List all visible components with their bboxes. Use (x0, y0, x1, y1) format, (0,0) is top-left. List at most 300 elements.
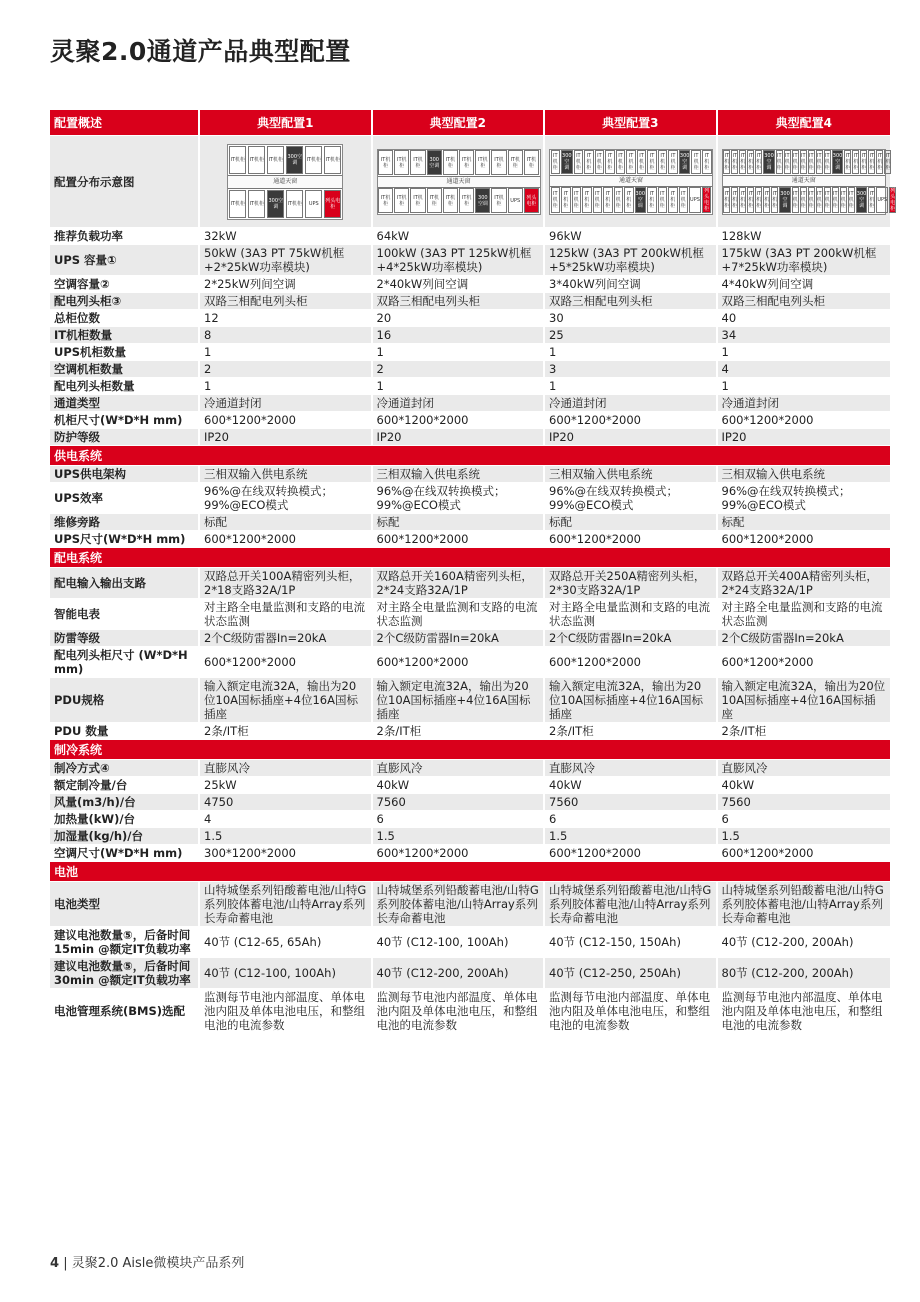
it-cabinet: IT机柜 (459, 150, 474, 175)
it-cabinet: IT机柜 (626, 150, 636, 174)
row-label: 加热量(kW)/台 (50, 811, 200, 828)
it-cabinet: IT机柜 (816, 187, 823, 213)
it-cabinet: IT机柜 (584, 150, 594, 174)
ac-cabinet: 300空调 (427, 150, 442, 175)
table-row (50, 777, 890, 794)
section-title: 供电系统 (50, 446, 890, 466)
it-cabinet: IT机柜 (561, 187, 571, 213)
it-cabinet: IT机柜 (229, 146, 246, 174)
it-cabinet: IT机柜 (691, 150, 701, 174)
it-cabinet: IT机柜 (771, 187, 778, 213)
it-cabinet: IT机柜 (848, 187, 855, 213)
cell-config-2: 2条/IT柜 (373, 723, 546, 740)
header-config-2: 典型配置2 (373, 110, 546, 136)
page-title: 灵聚2.0通道产品典型配置 (50, 37, 351, 66)
row-label: 空调机柜数量 (50, 361, 200, 378)
it-cabinet: IT机柜 (747, 150, 754, 174)
cell-config-3: 山特城堡系列铅酸蓄电池/山特G系列胶体蓄电池/山特Array系列长寿命蓄电池 (545, 882, 718, 927)
footer-text: 灵聚2.0 Aisle微模块产品系列 (71, 1256, 245, 1271)
cell-config-1: 2 (200, 361, 373, 378)
it-cabinet: IT机柜 (459, 188, 474, 213)
cell-config-2: 40kW (373, 777, 546, 794)
cell-config-1: 1.5 (200, 828, 373, 845)
cabinet-row (228, 145, 342, 175)
cell-config-4: 4*40kW列间空调 (718, 276, 891, 293)
it-cabinet: IT机柜 (624, 187, 634, 213)
it-cabinet: IT机柜 (616, 150, 626, 174)
ac-cabinet: 300空调 (561, 150, 573, 174)
table-row (50, 599, 890, 630)
layout-diagram (722, 149, 896, 215)
ups-cabinet: UPS (508, 188, 523, 213)
row-label: 配置分布示意图 (50, 136, 200, 228)
cell-config-1: IP20 (200, 429, 373, 446)
cell-config-4: 40节 (C12-200, 200Ah) (718, 927, 891, 958)
it-cabinet: IT机柜 (248, 190, 265, 218)
cell-config-1: 2条/IT柜 (200, 723, 373, 740)
it-cabinet: IT机柜 (647, 150, 657, 174)
row-label: 空调尺寸(W*D*H mm) (50, 845, 200, 862)
row-label: 智能电表 (50, 599, 200, 630)
it-cabinet: IT机柜 (747, 187, 754, 213)
it-cabinet: IT机柜 (658, 187, 668, 213)
row-label: IT机柜数量 (50, 327, 200, 344)
cell-config-3: 1 (545, 378, 718, 395)
aisle-skylight: 通道天窗 (378, 176, 540, 188)
it-cabinet: IT机柜 (800, 187, 807, 213)
cell-config-1: 40节 (C12-100, 100Ah) (200, 958, 373, 989)
pdu-cabinet: 列头电柜 (890, 188, 896, 212)
cell-config-2: 监测每节电池内部温度、单体电池内阻及单体电池电压，和整组电池的电流参数 (373, 989, 546, 1034)
ac-cabinet: 300空调 (635, 187, 647, 213)
it-cabinet: IT机柜 (267, 146, 284, 174)
row-label: UPS尺寸(W*D*H mm) (50, 531, 200, 548)
section-header-row (50, 548, 890, 568)
it-cabinet: IT机柜 (410, 150, 425, 175)
cell-config-4: 128kW (718, 228, 891, 245)
table-row (50, 568, 890, 599)
cell-config-4: 对主路全电量监测和支路的电流状态监测 (718, 599, 891, 630)
cell-config-3: 双路总开关250A精密列头柜，2*30支路32A/1P (545, 568, 718, 599)
row-label: UPS机柜数量 (50, 344, 200, 361)
cell-config-2: 100kW (3A3 PT 125kW机框+4*25kW功率模块) (373, 245, 546, 276)
it-cabinet: IT机柜 (595, 150, 605, 174)
it-cabinet: IT机柜 (852, 150, 859, 174)
table-row (50, 678, 890, 723)
cell-config-1: 25kW (200, 777, 373, 794)
it-cabinet: IT机柜 (792, 187, 799, 213)
cell-config-1: 4 (200, 811, 373, 828)
cell-config-1: 标配 (200, 514, 373, 531)
cell-config-4: 7560 (718, 794, 891, 811)
cell-config-1: 直膨风冷 (200, 760, 373, 777)
cell-config-1: 对主路全电量监测和支路的电流状态监测 (200, 599, 373, 630)
table-row (50, 310, 890, 327)
cell-config-2: 1 (373, 344, 546, 361)
cell-config-2: 标配 (373, 514, 546, 531)
it-cabinet: IT机柜 (876, 150, 883, 174)
row-label: 防护等级 (50, 429, 200, 446)
table-row (50, 228, 890, 245)
cell-config-3: 40节 (C12-150, 150Ah) (545, 927, 718, 958)
cell-config-3: 40节 (C12-250, 250Ah) (545, 958, 718, 989)
cell-config-1: 600*1200*2000 (200, 531, 373, 548)
table-row (50, 429, 890, 446)
cell-config-4: 600*1200*2000 (718, 647, 891, 678)
cell-config-4: 4 (718, 361, 891, 378)
cell-config-4: 40kW (718, 777, 891, 794)
row-label: PDU 数量 (50, 723, 200, 740)
it-cabinet: IT机柜 (378, 188, 393, 213)
cell-config-3: 7560 (545, 794, 718, 811)
row-label: UPS 容量① (50, 245, 200, 276)
cell-config-4: 冷通道封闭 (718, 395, 891, 412)
table-row (50, 794, 890, 811)
cabinet-row (228, 189, 342, 219)
cell-config-1: 三相双输入供电系统 (200, 466, 373, 483)
it-cabinet: IT机柜 (763, 187, 770, 213)
row-label: 推荐负载功率 (50, 228, 200, 245)
ups-cabinet: UPS (305, 190, 322, 218)
cell-config-2: 600*1200*2000 (373, 412, 546, 429)
it-cabinet: IT机柜 (475, 150, 490, 175)
row-label: 配电输入输出支路 (50, 568, 200, 599)
row-label: 制冷方式④ (50, 760, 200, 777)
cell-config-4: 双路三相配电列头柜 (718, 293, 891, 310)
row-label: 建议电池数量⑤，后备时间30min @额定IT负载功率 (50, 958, 200, 989)
layout-diagram (549, 149, 713, 215)
table-row (50, 723, 890, 740)
row-label: 空调容量② (50, 276, 200, 293)
cell-config-3: 1 (545, 344, 718, 361)
table-header-row (50, 110, 890, 136)
cell-config-4: 标配 (718, 514, 891, 531)
table-row (50, 958, 890, 989)
cell-config-2: 6 (373, 811, 546, 828)
cell-config-4: 输入额定电流32A，输出为20位10A国标插座+4位16A国标插座 (718, 678, 891, 723)
row-label: 通道类型 (50, 395, 200, 412)
table-row (50, 327, 890, 344)
layout-diagram-row (50, 136, 890, 228)
table-row (50, 828, 890, 845)
cell-config-1: 1 (200, 378, 373, 395)
aisle-skylight: 通道天窗 (228, 175, 342, 189)
row-label: UPS效率 (50, 483, 200, 514)
layout-diagram-1 (200, 136, 373, 228)
cell-config-3: 冷通道封闭 (545, 395, 718, 412)
cell-config-4: 80节 (C12-200, 200Ah) (718, 958, 891, 989)
cell-config-4: 1.5 (718, 828, 891, 845)
cell-config-3: 600*1200*2000 (545, 412, 718, 429)
row-label: 电池管理系统(BMS)选配 (50, 989, 200, 1034)
cell-config-2: 输入额定电流32A，输出为20位10A国标插座+4位16A国标插座 (373, 678, 546, 723)
cell-config-2: 双路三相配电列头柜 (373, 293, 546, 310)
cell-config-4: 1 (718, 378, 891, 395)
it-cabinet: IT机柜 (702, 150, 712, 174)
cell-config-2: 2个C级防雷器In=20kA (373, 630, 546, 647)
cell-config-4: 600*1200*2000 (718, 845, 891, 862)
cell-config-4: 40 (718, 310, 891, 327)
it-cabinet: IT机柜 (637, 150, 647, 174)
cell-config-2: 冷通道封闭 (373, 395, 546, 412)
it-cabinet: IT机柜 (524, 150, 539, 175)
cell-config-1: 双路三相配电列头柜 (200, 293, 373, 310)
cell-config-1: 双路总开关100A精密列头柜，2*18支路32A/1P (200, 568, 373, 599)
cell-config-3: 对主路全电量监测和支路的电流状态监测 (545, 599, 718, 630)
cell-config-1: 2个C级防雷器In=20kA (200, 630, 373, 647)
aisle-skylight: 通道天窗 (550, 175, 712, 187)
it-cabinet: IT机柜 (723, 150, 730, 174)
cell-config-3: 40kW (545, 777, 718, 794)
cell-config-2: 双路总开关160A精密列头柜，2*24支路32A/1P (373, 568, 546, 599)
spec-table (50, 110, 896, 1034)
it-cabinet: IT机柜 (860, 150, 867, 174)
ac-cabinet: 300空调 (763, 150, 775, 174)
it-cabinet: IT机柜 (443, 188, 458, 213)
it-cabinet: IT机柜 (614, 187, 624, 213)
section-title: 制冷系统 (50, 740, 890, 760)
cell-config-3: 600*1200*2000 (545, 845, 718, 862)
cabinet-row (378, 150, 540, 176)
cell-config-1: 山特城堡系列铅酸蓄电池/山特G系列胶体蓄电池/山特Array系列长寿命蓄电池 (200, 882, 373, 927)
it-cabinet: IT机柜 (572, 187, 582, 213)
cell-config-1: 4750 (200, 794, 373, 811)
it-cabinet: IT机柜 (668, 187, 678, 213)
header-config-4: 典型配置4 (718, 110, 891, 136)
cell-config-2: 16 (373, 327, 546, 344)
cell-config-2: 40节 (C12-100, 100Ah) (373, 927, 546, 958)
cell-config-2: 600*1200*2000 (373, 845, 546, 862)
it-cabinet: IT机柜 (816, 150, 823, 174)
it-cabinet: IT机柜 (378, 150, 393, 175)
cell-config-4: 1 (718, 344, 891, 361)
cell-config-3: 三相双输入供电系统 (545, 466, 718, 483)
it-cabinet: IT机柜 (723, 187, 730, 213)
cell-config-1: 96%@在线双转换模式；99%@ECO模式 (200, 483, 373, 514)
row-label: 防雷等级 (50, 630, 200, 647)
cabinet-row (723, 187, 896, 214)
it-cabinet: IT机柜 (792, 150, 799, 174)
it-cabinet: IT机柜 (551, 187, 561, 213)
it-cabinet: IT机柜 (508, 150, 523, 175)
layout-diagram (377, 149, 541, 215)
cell-config-3: 1.5 (545, 828, 718, 845)
cell-config-1: 12 (200, 310, 373, 327)
cell-config-3: 25 (545, 327, 718, 344)
cell-config-2: 1.5 (373, 828, 546, 845)
cell-config-4: 6 (718, 811, 891, 828)
cell-config-3: 96kW (545, 228, 718, 245)
table-row (50, 811, 890, 828)
row-label: 配电列头柜数量 (50, 378, 200, 395)
cell-config-1: 300*1200*2000 (200, 845, 373, 862)
table-row (50, 344, 890, 361)
cell-config-2: 20 (373, 310, 546, 327)
cell-config-2: 7560 (373, 794, 546, 811)
cell-config-2: 2 (373, 361, 546, 378)
cell-config-1: 600*1200*2000 (200, 412, 373, 429)
it-cabinet: IT机柜 (647, 187, 657, 213)
it-cabinet: IT机柜 (603, 187, 613, 213)
cabinet-row (550, 150, 712, 175)
row-label: PDU规格 (50, 678, 200, 723)
cell-config-2: 1 (373, 378, 546, 395)
it-cabinet: IT机柜 (443, 150, 458, 175)
table-row (50, 647, 890, 678)
it-cabinet: IT机柜 (840, 187, 847, 213)
cell-config-4: 600*1200*2000 (718, 531, 891, 548)
cell-config-2: 2*40kW列间空调 (373, 276, 546, 293)
cell-config-4: 双路总开关400A精密列头柜，2*24支路32A/1P (718, 568, 891, 599)
cell-config-2: 64kW (373, 228, 546, 245)
ups-cabinet: UPS (689, 187, 701, 213)
cell-config-1: 50kW (3A3 PT 75kW机框+2*25kW功率模块) (200, 245, 373, 276)
it-cabinet: IT机柜 (574, 150, 584, 174)
table-row (50, 483, 890, 514)
it-cabinet: IT机柜 (324, 146, 341, 174)
ac-cabinet: 300空调 (475, 188, 490, 213)
cabinet-row (378, 188, 540, 214)
cell-config-1: 冷通道封闭 (200, 395, 373, 412)
section-header-row (50, 740, 890, 760)
table-row (50, 412, 890, 429)
it-cabinet: IT机柜 (755, 150, 762, 174)
table-row (50, 245, 890, 276)
row-label: UPS供电架构 (50, 466, 200, 483)
table-row (50, 845, 890, 862)
cell-config-2: 600*1200*2000 (373, 531, 546, 548)
it-cabinet: IT机柜 (868, 150, 875, 174)
cell-config-3: IP20 (545, 429, 718, 446)
it-cabinet: IT机柜 (808, 150, 815, 174)
table-row (50, 276, 890, 293)
cell-config-3: 600*1200*2000 (545, 647, 718, 678)
it-cabinet: IT机柜 (731, 150, 738, 174)
table-row (50, 466, 890, 483)
row-label: 电池类型 (50, 882, 200, 927)
cell-config-3: 3 (545, 361, 718, 378)
it-cabinet: IT机柜 (776, 150, 783, 174)
section-title: 配电系统 (50, 548, 890, 568)
cell-config-4: 三相双输入供电系统 (718, 466, 891, 483)
cell-config-3: 3*40kW列间空调 (545, 276, 718, 293)
it-cabinet: IT机柜 (731, 187, 738, 213)
it-cabinet: IT机柜 (582, 187, 592, 213)
page-number: 4 (50, 1256, 60, 1271)
it-cabinet: IT机柜 (551, 150, 561, 174)
row-label: 建议电池数量⑤，后备时间15min @额定IT负载功率 (50, 927, 200, 958)
page-footer (50, 1252, 244, 1271)
table-row (50, 395, 890, 412)
row-label: 风量(m3/h)/台 (50, 794, 200, 811)
cell-config-2: IP20 (373, 429, 546, 446)
it-cabinet: IT机柜 (832, 187, 839, 213)
cell-config-4: 监测每节电池内部温度、单体电池内阻及单体电池电压，和整组电池的电流参数 (718, 989, 891, 1034)
cell-config-4: 直膨风冷 (718, 760, 891, 777)
cell-config-2: 直膨风冷 (373, 760, 546, 777)
ac-cabinet: 300空调 (856, 187, 868, 213)
it-cabinet: IT机柜 (800, 150, 807, 174)
it-cabinet: IT机柜 (491, 150, 506, 175)
ac-cabinet: 300空调 (286, 146, 303, 174)
cell-config-1: 2*25kW列间空调 (200, 276, 373, 293)
cell-config-3: 直膨风冷 (545, 760, 718, 777)
footer-separator: | (63, 1256, 68, 1271)
header-config-3: 典型配置3 (545, 110, 718, 136)
layout-diagram (227, 144, 343, 220)
row-label: 配电列头柜尺寸 (W*D*H mm) (50, 647, 200, 678)
table-row (50, 989, 890, 1034)
it-cabinet: IT机柜 (248, 146, 265, 174)
pdu-cabinet: 列头电柜 (524, 188, 539, 213)
aisle-skylight: 通道天窗 (723, 175, 885, 187)
cell-config-3: 2条/IT柜 (545, 723, 718, 740)
it-cabinet: IT机柜 (679, 187, 689, 213)
row-label: 配电列头柜③ (50, 293, 200, 310)
row-label: 总柜位数 (50, 310, 200, 327)
cell-config-1: 8 (200, 327, 373, 344)
table-row (50, 531, 890, 548)
it-cabinet: IT机柜 (658, 150, 668, 174)
it-cabinet: IT机柜 (394, 150, 409, 175)
it-cabinet: IT机柜 (755, 187, 762, 213)
table-row (50, 927, 890, 958)
it-cabinet: IT机柜 (491, 188, 506, 213)
it-cabinet: IT机柜 (286, 190, 303, 218)
cell-config-3: 125kW (3A3 PT 200kW机框+5*25kW功率模块) (545, 245, 718, 276)
it-cabinet: IT机柜 (784, 150, 791, 174)
it-cabinet: IT机柜 (305, 146, 322, 174)
cell-config-3: 600*1200*2000 (545, 531, 718, 548)
section-title: 电池 (50, 862, 890, 882)
layout-diagram-2 (373, 136, 546, 228)
it-cabinet: IT机柜 (410, 188, 425, 213)
section-header-row (50, 446, 890, 466)
it-cabinet: IT机柜 (605, 150, 615, 174)
it-cabinet: IT机柜 (229, 190, 246, 218)
layout-diagram-4 (718, 136, 896, 228)
cell-config-4: IP20 (718, 429, 891, 446)
ac-cabinet: 300空调 (779, 187, 791, 213)
cabinet-row (723, 150, 891, 175)
cell-config-4: 175kW (3A3 PT 200kW机框+7*25kW功率模块) (718, 245, 891, 276)
table-row (50, 361, 890, 378)
it-cabinet: IT机柜 (394, 188, 409, 213)
cell-config-3: 30 (545, 310, 718, 327)
it-cabinet: IT机柜 (427, 188, 442, 213)
table-row (50, 882, 890, 927)
ups-cabinet: UPS (876, 187, 888, 213)
cell-config-3: 96%@在线双转换模式；99%@ECO模式 (545, 483, 718, 514)
table-row (50, 378, 890, 395)
cell-config-2: 对主路全电量监测和支路的电流状态监测 (373, 599, 546, 630)
cell-config-2: 三相双输入供电系统 (373, 466, 546, 483)
cell-config-4: 96%@在线双转换模式；99%@ECO模式 (718, 483, 891, 514)
cell-config-4: 2条/IT柜 (718, 723, 891, 740)
row-label: 额定制冷量/台 (50, 777, 200, 794)
cell-config-4: 34 (718, 327, 891, 344)
cell-config-2: 96%@在线双转换模式；99%@ECO模式 (373, 483, 546, 514)
header-config-1: 典型配置1 (200, 110, 373, 136)
it-cabinet: IT机柜 (884, 150, 891, 174)
header-overview: 配置概述 (50, 110, 200, 136)
it-cabinet: IT机柜 (739, 187, 746, 213)
it-cabinet: IT机柜 (668, 150, 678, 174)
cell-config-3: 双路三相配电列头柜 (545, 293, 718, 310)
it-cabinet: IT机柜 (824, 187, 831, 213)
ac-cabinet: 300空调 (267, 190, 284, 218)
cabinet-row (550, 187, 712, 214)
